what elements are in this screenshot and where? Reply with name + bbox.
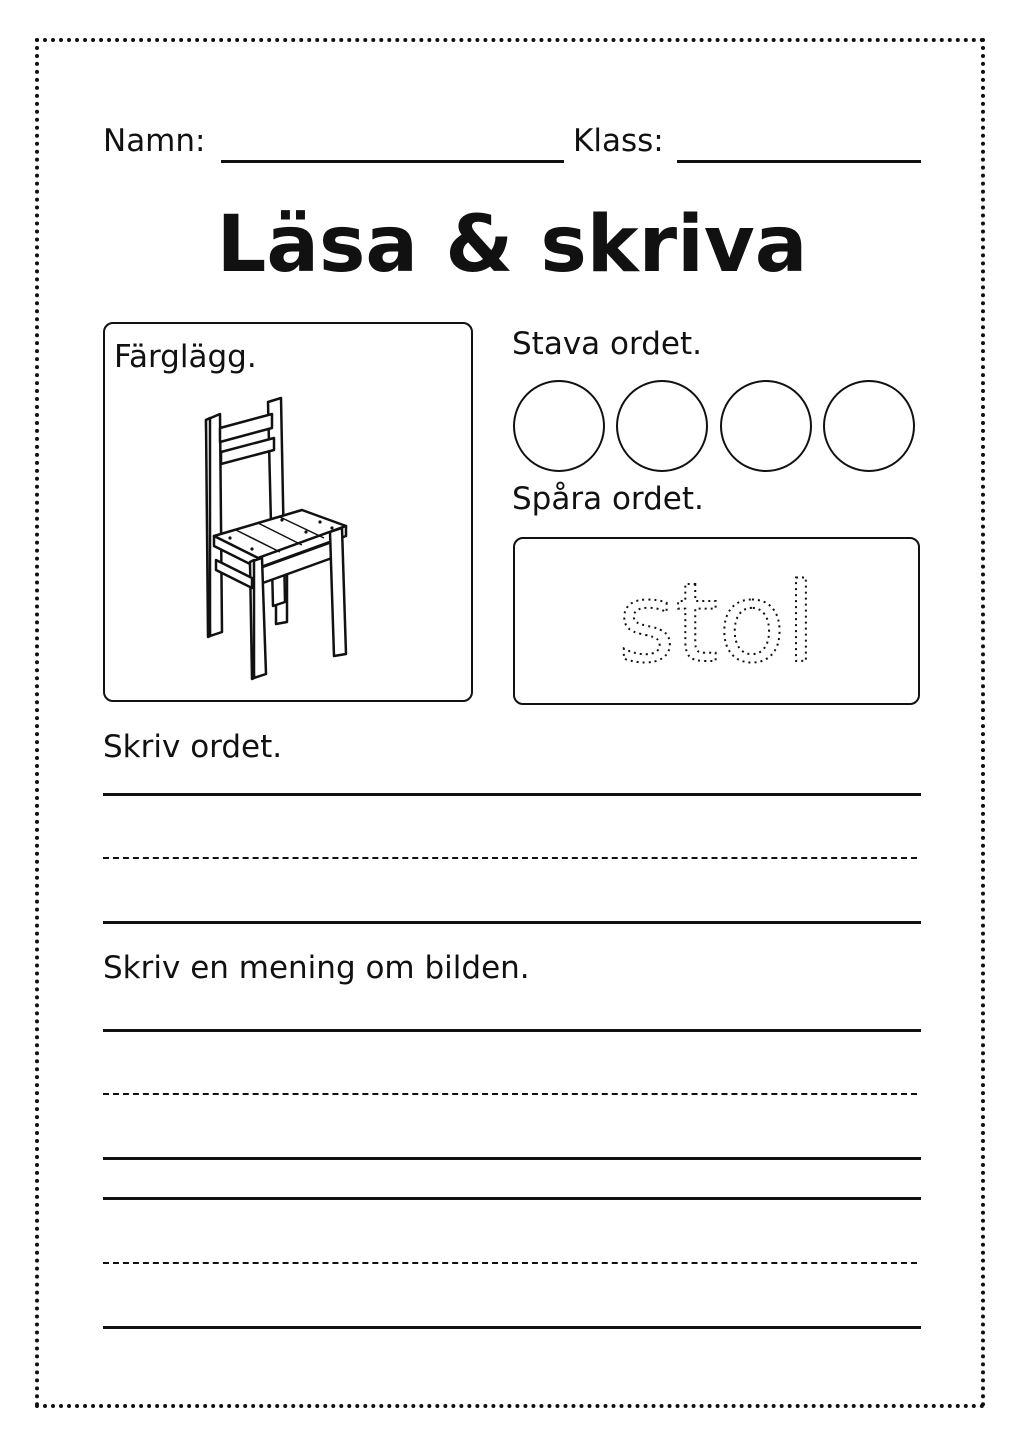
letter-circle-2[interactable] [616, 380, 708, 472]
write-word-line-top[interactable] [103, 793, 921, 796]
sentence-line-1-mid [103, 1093, 917, 1095]
sentence-line-1-base[interactable] [103, 1157, 921, 1160]
class-label: Klass: [573, 123, 664, 159]
sentence-line-2-mid [103, 1262, 917, 1264]
sentence-line-1-top[interactable] [103, 1029, 921, 1032]
write-word-label: Skriv ordet. [103, 729, 283, 765]
write-word-line-mid [103, 857, 917, 859]
page-title: Läsa & skriva [216, 200, 808, 290]
traced-word [587, 561, 847, 681]
color-label: Färglägg. [114, 339, 257, 375]
trace-label: Spåra ordet. [512, 481, 704, 517]
chair-illustration [190, 392, 360, 684]
letter-circle-1[interactable] [513, 380, 605, 472]
spell-label: Stava ordet. [512, 326, 702, 362]
name-label: Namn: [103, 123, 206, 159]
letter-circle-4[interactable] [823, 380, 915, 472]
traced-word-text: stol [617, 561, 816, 681]
name-line[interactable] [221, 160, 564, 163]
letter-circle-3[interactable] [720, 380, 812, 472]
sentence-line-2-base[interactable] [103, 1326, 921, 1329]
write-word-line-base[interactable] [103, 921, 921, 924]
sentence-line-2-top[interactable] [103, 1197, 921, 1200]
class-line[interactable] [677, 160, 921, 163]
write-sentence-label: Skriv en mening om bilden. [103, 950, 530, 986]
